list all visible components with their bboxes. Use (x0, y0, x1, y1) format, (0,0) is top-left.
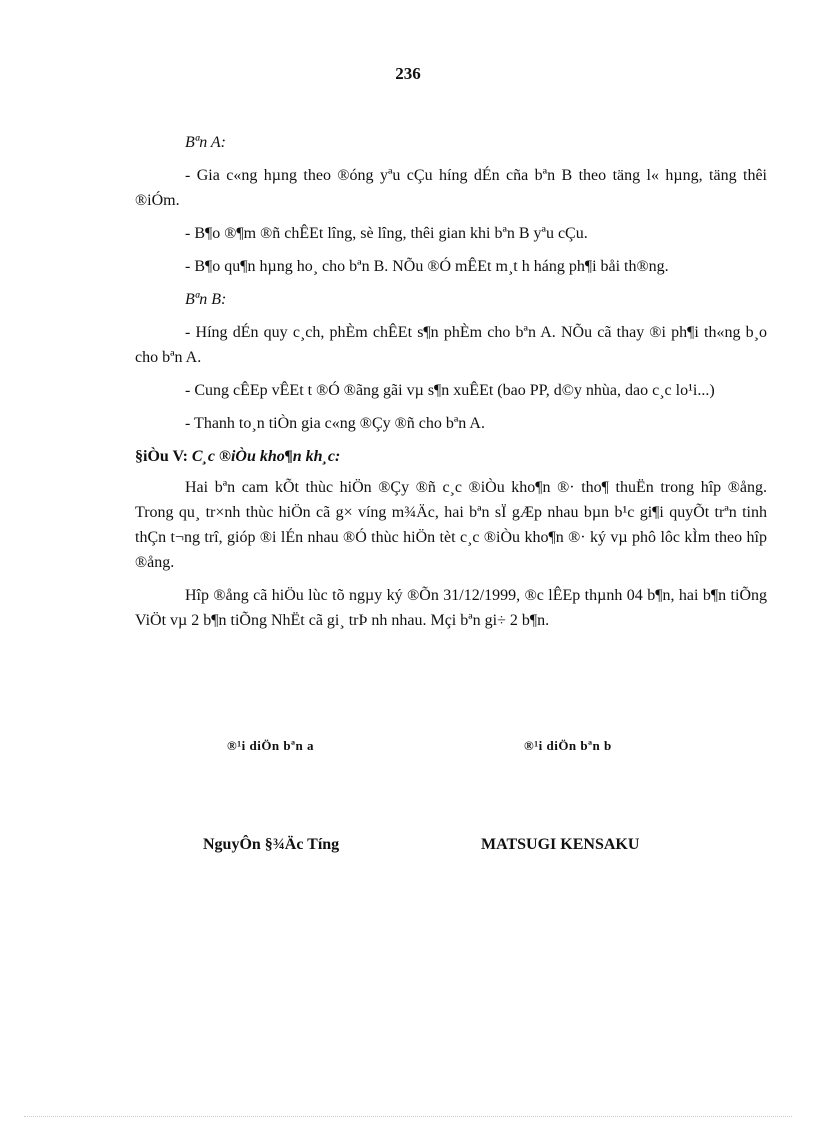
party-a-item: - B¶o qu¶n hµng ho¸ cho bªn B. NÕu ®Ó mÊEt m¸t h háng ph¶i båi th®ng. (185, 258, 669, 275)
signature-label-party-a: ®¹i diÖn bªn a (227, 738, 315, 753)
article-v-paragraph: Hai bªn cam kÕt thùc hiÖn ®Çy ®ñ c¸c ®iÒu kho¶n ®· tho¶ thuËn trong hîp ®ång. Trong qu¸ tr×nh thùc hiÖn cã g× víng m¾Äc, hai bªn sÏ gÆp nhau bµn b¹c gi¶i quyÕt trªn tinh thÇn t¬ng trî, gióp ®i lÉn nhau ®Ó thùc hiÖn tèt c¸c ®iÒu kho¶n ®· ký vµ phô lôc kÌm theo hîp ®ång. (135, 479, 767, 571)
party-b-heading: Bªn B: (185, 291, 227, 308)
article-v-label: §iÒu V: (135, 448, 188, 465)
signature-name-party-b: MATSUGI KENSAKU (481, 836, 640, 853)
party-b-item: - Thanh to¸n tiÒn gia c«ng ®Çy ®ñ cho bªn A. (185, 415, 485, 432)
party-b-item: - Híng dÉn quy c¸ch, phÈm chÊEt s¶n phÈm cho bªn A. NÕu cã thay ®i ph¶i th«ng b¸o cho bªn A. (135, 324, 767, 366)
party-b-item: - Cung cÊEp vÊEt t ®Ó ®ãng gãi vµ s¶n xuÊEt (bao PP, d©y nhùa, dao c¸c lo¹i...) (185, 382, 715, 399)
document-body (135, 130, 767, 641)
page-bottom-divider (24, 1116, 792, 1117)
party-a-heading: Bªn A: (185, 134, 226, 151)
article-v-heading (135, 444, 767, 469)
party-a-item: - Gia c«ng hµng theo ®óng yªu cÇu híng dÉn cña bªn B theo täng l« hµng, täng thêi ®iÓm. (135, 167, 767, 209)
article-v-title: C¸c ®iÒu kho¶n kh¸c: (191, 448, 341, 465)
signature-name-party-a: NguyÔn §¾Äc Tíng (203, 836, 340, 853)
article-v-paragraph: Hîp ®ång cã hiÖu lùc tõ ngµy ký ®Õn 31/12/1999, ®c lÊEp thµnh 04 b¶n, hai b¶n tiÕng ViÖt vµ 2 b¶n tiÕng NhËt cã gi¸ trÞ nh nhau. Mçi bªn gi÷ 2 b¶n. (135, 587, 767, 629)
party-a-item: - B¶o ®¶m ®ñ chÊEt lîng, sè lîng, thêi gian khi bªn B yªu cÇu. (185, 225, 588, 242)
page-number: 236 (395, 64, 421, 83)
signature-label-party-b: ®¹i diÖn bªn b (524, 738, 612, 753)
